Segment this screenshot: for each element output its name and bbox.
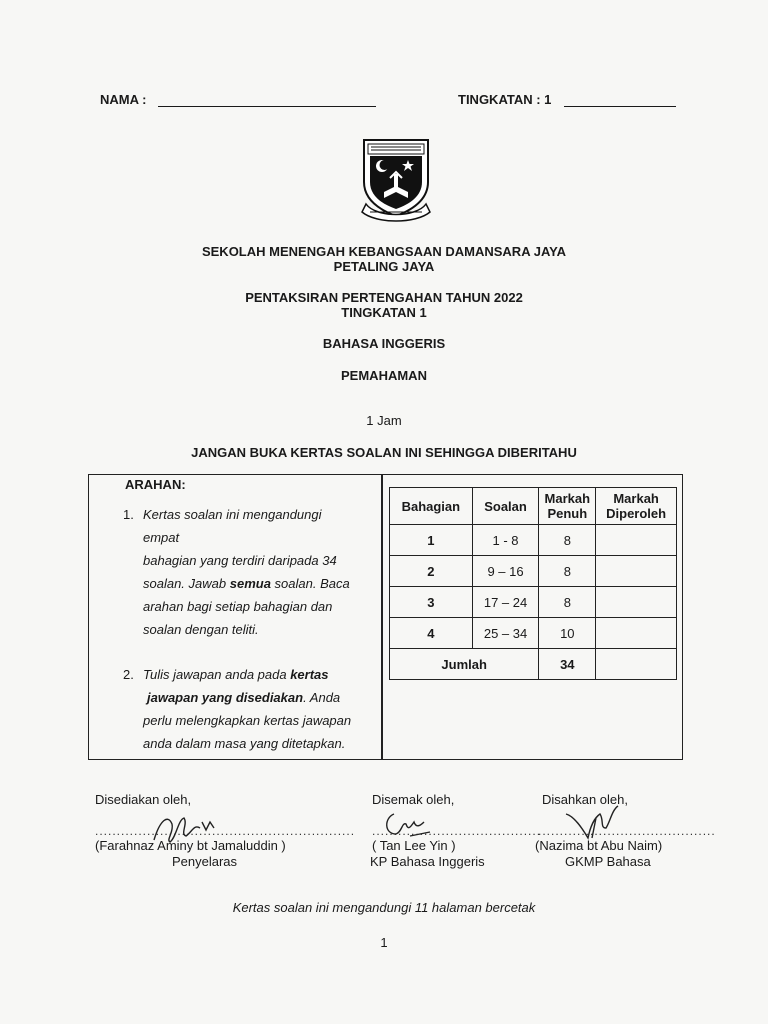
approved-role: GKMP Bahasa [565, 854, 651, 869]
row-markah-penuh: 8 [539, 525, 596, 556]
approved-name: (Nazima bt Abu Naim) [535, 838, 663, 853]
header-markah-penuh: Markah Penuh [539, 488, 596, 525]
row-bahagian: 1 [390, 525, 473, 556]
total-diperoleh[interactable] [596, 649, 677, 680]
prepared-name: (Farahnaz Aminy bt Jamaluddin ) [95, 838, 286, 853]
row-markah-diperoleh[interactable] [596, 525, 677, 556]
table-row [390, 525, 677, 556]
warning-notice: JANGAN BUKA KERTAS SOALAN INI SEHINGGA DIBERITAHU [191, 445, 577, 460]
row-bahagian: 2 [390, 556, 473, 587]
header-markah-diperoleh: Markah Diperoleh [596, 488, 677, 525]
row-markah-penuh: 8 [539, 556, 596, 587]
row-soalan: 17 – 24 [472, 587, 539, 618]
item1-line: Kertas soalan ini mengandungi [143, 507, 322, 522]
row-markah-diperoleh[interactable] [596, 587, 677, 618]
checked-by-label: Disemak oleh, [372, 792, 455, 807]
item1-line: arahan bagi setiap bahagian dan [143, 599, 333, 614]
item-number: 2. [123, 667, 134, 682]
box-divider [381, 474, 383, 760]
approved-signature-line: ......................................... [538, 824, 716, 838]
school-name: SEKOLAH MENENGAH KEBANGSAAN DAMANSARA JAYA [201, 244, 567, 259]
item-number: 1. [123, 507, 134, 522]
paper-title: PEMAHAMAN [341, 368, 427, 383]
item1-line: soalan dengan teliti. [143, 622, 259, 637]
school-city: PETALING JAYA [333, 259, 435, 274]
row-bahagian: 3 [390, 587, 473, 618]
instruction-box [88, 474, 683, 760]
item1-line: bahagian yang terdiri daripada 34 [143, 553, 337, 568]
prepared-by-label: Disediakan oleh, [95, 792, 192, 807]
header-soalan: Soalan [472, 488, 539, 525]
nama-label: NAMA : [100, 92, 147, 107]
item2-line: Tulis jawapan anda pada kertas [143, 667, 329, 682]
table-row [390, 556, 677, 587]
approved-by-label: Disahkan oleh, [542, 792, 628, 807]
subject-title: BAHASA INGGERIS [322, 336, 446, 351]
tingkatan-label: TINGKATAN : 1 [458, 92, 552, 107]
checked-name: ( Tan Lee Yin ) [372, 838, 456, 853]
nama-field[interactable] [158, 106, 376, 107]
exam-title: PENTAKSIRAN PERTENGAHAN TAHUN 2022 [245, 290, 523, 305]
item1-line: soalan. Jawab semua soalan. Baca [143, 576, 350, 591]
header-bahagian: Bahagian [390, 488, 473, 525]
item2-line: perlu melengkapkan kertas jawapan [143, 713, 352, 728]
row-soalan: 1 - 8 [472, 525, 539, 556]
tingkatan-field[interactable] [564, 106, 676, 107]
row-markah-penuh: 10 [539, 618, 596, 649]
row-soalan: 25 – 34 [472, 618, 539, 649]
checked-signature-line: ....................................... [372, 824, 542, 838]
total-value: 34 [539, 649, 596, 680]
prepared-role: Penyelaras [172, 854, 238, 869]
table-row [390, 618, 677, 649]
table-row [390, 587, 677, 618]
item1-line: empat [143, 530, 180, 545]
instruction-item-2 [123, 663, 379, 755]
page-number: 1 [380, 935, 388, 950]
total-label: Jumlah [390, 649, 539, 680]
row-soalan: 9 – 16 [472, 556, 539, 587]
item2-line: anda dalam masa yang ditetapkan. [143, 736, 346, 751]
school-crest-logo [356, 134, 436, 222]
form-level: TINGKATAN 1 [341, 305, 427, 320]
instruction-item-1 [123, 503, 373, 641]
duration: 1 Jam [366, 413, 402, 428]
row-markah-diperoleh[interactable] [596, 556, 677, 587]
item2-line: jawapan yang disediakan. Anda [147, 690, 341, 705]
pages-note: Kertas soalan ini mengandungi 11 halaman bercetak [232, 900, 536, 915]
checked-role: KP Bahasa Inggeris [370, 854, 485, 869]
instructions-heading: ARAHAN: [125, 477, 186, 492]
marks-table [389, 487, 677, 680]
prepared-signature-line: ............................................................ [95, 824, 356, 838]
table-total-row [390, 649, 677, 680]
row-bahagian: 4 [390, 618, 473, 649]
row-markah-diperoleh[interactable] [596, 618, 677, 649]
table-header-row [390, 488, 677, 525]
row-markah-penuh: 8 [539, 587, 596, 618]
checked-signature [380, 806, 440, 840]
